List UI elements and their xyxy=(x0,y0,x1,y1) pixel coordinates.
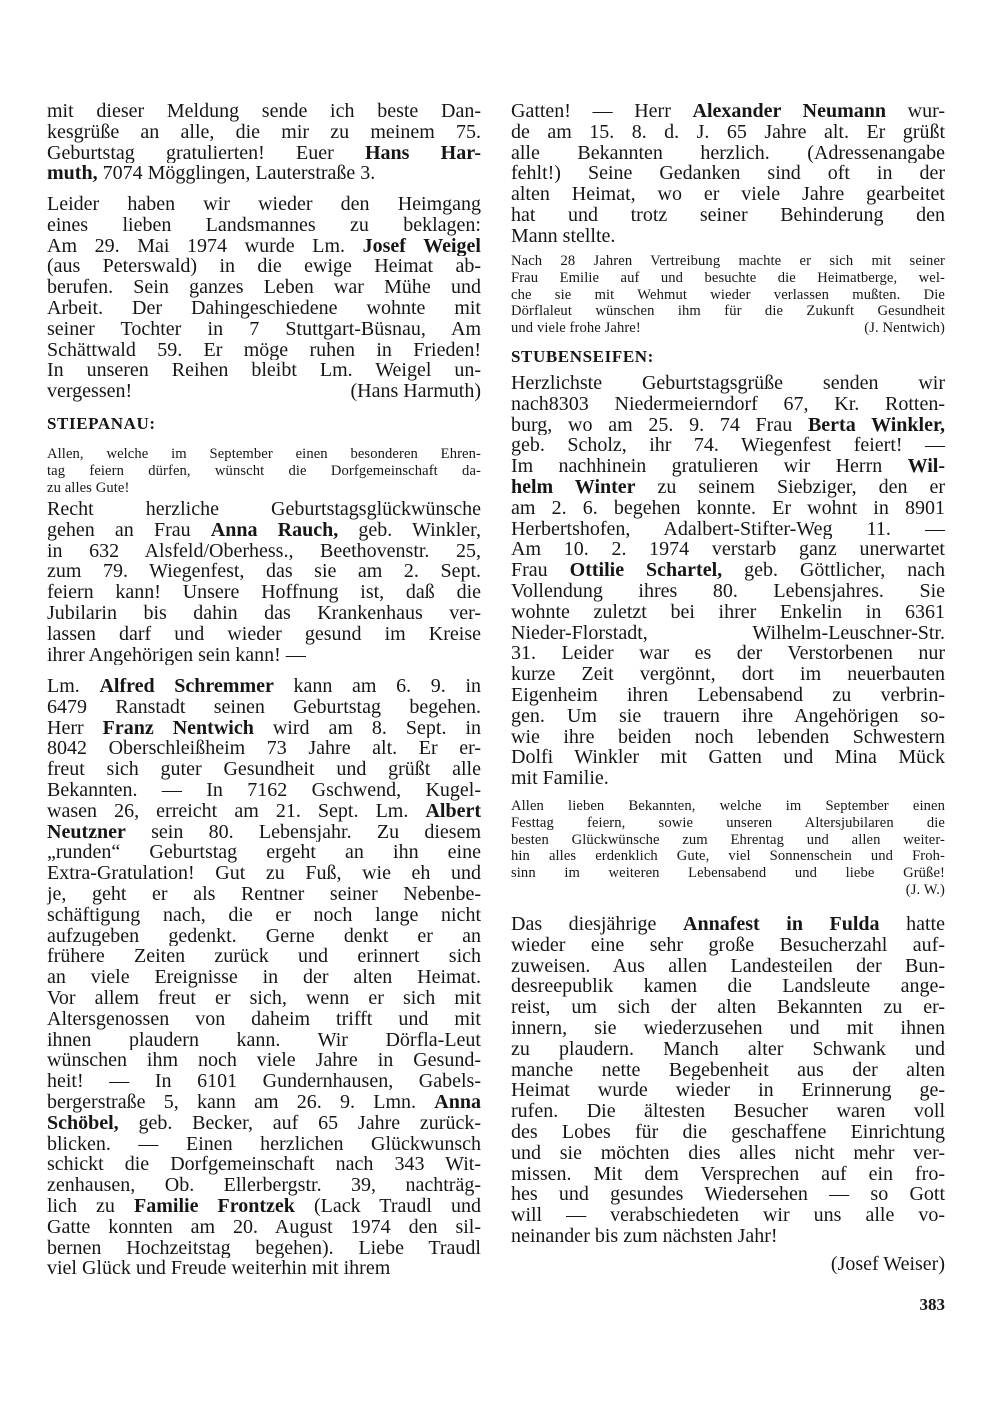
text-run: che sie mit Wehmut wieder verlassen mußten. Die xyxy=(511,286,945,303)
section-heading: STUBENSEIFEN: xyxy=(511,347,654,366)
text-run: Leider haben wir wieder den Heimgang xyxy=(47,194,481,215)
text-line xyxy=(511,205,945,226)
text-line xyxy=(511,706,945,727)
text-line xyxy=(511,1080,945,1101)
text-run: Gatten! — Herr xyxy=(511,101,693,122)
text-run: Frau Emilie auf und besuchte die Heimatberge, wel- xyxy=(511,269,945,286)
text-line xyxy=(511,287,945,304)
small-print-note xyxy=(511,798,945,899)
text-run: wasen 26, erreicht am 21. Sept. Lm. xyxy=(47,800,426,822)
text-run: Jubilarin bis dahin das Krankenhaus ver- xyxy=(47,602,481,624)
text-line xyxy=(511,560,945,581)
bold-name: Berta Winkler, xyxy=(807,414,945,436)
text-run: wie ihre beiden noch lebenden Schwestern xyxy=(511,726,945,748)
text-run: des Lobes für die geschaffene Einrichtung xyxy=(511,1121,945,1143)
text-run: und viele frohe Jahre! xyxy=(511,320,641,337)
text-line xyxy=(511,768,945,789)
text-run: fehlt!) Seine Gedanken sind oft in der xyxy=(511,163,945,185)
text-line xyxy=(47,463,481,480)
text-line xyxy=(511,815,945,832)
text-line xyxy=(511,1018,945,1039)
text-run: Dörflaleut wünschen ihm für die Zukunft Gesundheit xyxy=(511,303,945,320)
paragraph xyxy=(47,499,481,665)
text-line xyxy=(47,1050,481,1071)
text-run: wur- xyxy=(886,101,945,122)
text-line xyxy=(47,967,481,988)
text-line xyxy=(47,194,481,215)
text-line xyxy=(511,498,945,519)
text-line xyxy=(511,163,945,184)
text-line xyxy=(511,832,945,849)
text-run: Allen, welche im September einen besonderen Ehren- xyxy=(47,446,481,462)
text-run: Dolfi Winkler mit Gatten und Mina Mück xyxy=(511,747,945,769)
text-run: „runden“ Geburtstag ergeht an ihn eine xyxy=(47,842,481,864)
text-line xyxy=(47,822,481,843)
text-run: In unseren Reihen bleibt Lm. Weigel un- xyxy=(47,360,481,382)
text-line xyxy=(511,456,945,477)
bold-name: Franz Nentwich xyxy=(102,717,254,739)
text-line xyxy=(47,738,481,759)
text-run: besten Glückwünsche zum Ehrentag und allen weiter- xyxy=(511,831,945,848)
text-run: schickt die Dorfgemeinschaft nach 343 Wit- xyxy=(47,1154,481,1176)
text-line xyxy=(511,373,945,394)
text-line xyxy=(47,381,481,402)
text-run: wohnte zuletzt bei ihrer Enkelin in 6361 xyxy=(511,601,945,623)
text-line xyxy=(47,340,481,361)
text-run: mit dieser Meldung sende ich beste Dan- xyxy=(47,101,481,122)
text-line xyxy=(47,1113,481,1134)
text-run: 6479 Ranstadt seinen Geburtstag begehen. xyxy=(47,696,481,718)
paragraph xyxy=(47,676,481,1279)
text-run: kurze Zeit vergönnt, dort im neuerbauten xyxy=(511,664,945,685)
text-run: sinn im weiteren Lebensabend und liebe Grüße! xyxy=(511,865,945,882)
bold-name: Annafest in Fulda xyxy=(683,914,880,935)
text-line xyxy=(511,727,945,748)
text-line xyxy=(47,163,481,184)
bold-name: Alfred Schremmer xyxy=(99,676,274,697)
bold-name: Schöbel, xyxy=(47,1112,119,1134)
text-line xyxy=(47,603,481,624)
text-run: Frau xyxy=(511,560,570,581)
text-run: lassen darf und wieder gesund im Kreise xyxy=(47,623,481,645)
text-line xyxy=(511,415,945,436)
text-run: Eigenheim ihren Lebensabend zu verbrin- xyxy=(511,684,945,706)
text-line xyxy=(511,1122,945,1143)
text-line xyxy=(511,1060,945,1081)
text-line xyxy=(47,143,481,164)
text-line xyxy=(511,747,945,768)
text-run: (Lack Traudl und xyxy=(294,1195,481,1217)
text-line xyxy=(47,1009,481,1030)
text-line xyxy=(47,801,481,822)
text-run: ihnen plaudern kann. Wir Dörfla-Leut xyxy=(47,1029,481,1051)
text-run: kann am 6. 9. in xyxy=(273,676,481,697)
text-run: Am 10. 2. 1974 verstarb ganz unerwartet xyxy=(511,539,945,561)
text-line xyxy=(511,798,945,815)
text-line xyxy=(47,676,481,697)
text-run: (aus Peterswald) in die ewige Heimat ab- xyxy=(47,256,481,278)
text-run: innern, sie wiederzusehen und mit ihnen xyxy=(511,1017,945,1039)
text-line xyxy=(47,1030,481,1051)
text-line xyxy=(47,360,481,381)
text-run: will — verabschiedeten wir uns alle vo- xyxy=(511,1205,945,1226)
text-run: Bekannten. — In 7162 Gschwend, Kugel- xyxy=(47,779,481,801)
text-run: viel Glück und Freude weiterhin mit ihrem xyxy=(47,1258,391,1280)
text-run: Herbertshofen, Adalbert-Stifter-Weg 11. — xyxy=(511,518,945,540)
text-run: zum 79. Wiegenfest, das sie am 2. Sept. xyxy=(47,561,481,583)
text-run: Vor allem freut er sich, wenn er sich mit xyxy=(47,987,481,1009)
text-run: frühere Zeiten zurück und erinnert sich xyxy=(47,946,481,968)
text-run: lich zu xyxy=(47,1195,135,1217)
text-run: Das diesjährige xyxy=(511,914,684,935)
text-line xyxy=(511,1143,945,1164)
text-run: zuweisen. Aus allen Landesteilen der Bun- xyxy=(511,955,945,977)
text-run: bernen Hochzeitstag begehen). Liebe Traudl xyxy=(47,1237,481,1259)
text-line xyxy=(47,215,481,236)
text-run: hat und trotz seiner Behinderung den xyxy=(511,204,945,226)
text-run: hatte xyxy=(879,914,945,935)
text-run: in 632 Alsfeld/Oberhess., Beethovenstr. 25, xyxy=(47,540,481,562)
text-run: hin alles erdenklich Gute, viel Sonnenschein und Froh- xyxy=(511,848,945,865)
text-run: Im nachhinein gratulieren wir Herrn xyxy=(511,456,908,477)
text-line xyxy=(47,905,481,926)
text-run: gen. Um sie trauern ihre Angehörigen so- xyxy=(511,705,945,727)
small-print-note xyxy=(47,446,481,496)
text-line xyxy=(511,435,945,456)
text-run: tag feiern dürfen, wünscht die Dorfgemeinschaft da- xyxy=(47,462,481,479)
text-line xyxy=(47,697,481,718)
text-line xyxy=(47,1196,481,1217)
text-run: aufzugeben gedenkt. Gerne denkt er an xyxy=(47,925,481,947)
text-line xyxy=(511,253,945,270)
text-line xyxy=(47,298,481,319)
text-run: seiner Tochter in 7 Stuttgart-Büsnau, Am xyxy=(47,318,481,340)
text-run: 31. Leider war es der Verstorbenen nur xyxy=(511,643,945,665)
bold-name: Albert xyxy=(425,800,481,822)
text-line xyxy=(511,1205,945,1226)
paragraph xyxy=(511,101,945,247)
text-line xyxy=(511,664,945,685)
text-run: sein 80. Lebensjahr. Zu diesem xyxy=(125,821,481,843)
text-run: geb. Becker, auf 65 Jahre zurück- xyxy=(118,1112,481,1134)
text-line xyxy=(47,926,481,947)
text-run: je, geht er als Rentner seiner Nebenbe- xyxy=(47,883,481,905)
text-line xyxy=(511,270,945,287)
text-run: gehen an Frau xyxy=(47,519,211,541)
text-run: wieder eine sehr große Besucherzahl auf- xyxy=(511,934,945,956)
page-number: 383 xyxy=(919,1295,945,1314)
text-run: Vollendung ihres 80. Lebensjahres. Sie xyxy=(511,580,945,602)
text-run: vergessen! xyxy=(47,381,133,402)
text-line xyxy=(47,1258,481,1279)
text-line xyxy=(47,946,481,967)
text-run: rufen. Die ältesten Besucher waren voll xyxy=(511,1101,945,1122)
text-run: mit Familie. xyxy=(511,768,609,789)
text-line xyxy=(47,499,481,520)
text-run: heit! — In 6101 Gundernhausen, Gabels- xyxy=(47,1071,481,1092)
text-line xyxy=(511,602,945,623)
text-run: feiern kann! Unsere Hoffnung ist, daß die xyxy=(47,582,481,603)
text-run: schäftigung nach, die er noch lange nicht xyxy=(47,904,481,926)
text-run: geb. Scholz, ihr 74. Wiegenfest feiert! — xyxy=(511,435,945,457)
text-line xyxy=(47,842,481,863)
text-line xyxy=(511,623,945,644)
text-line xyxy=(511,685,945,706)
text-line xyxy=(47,480,481,497)
text-line xyxy=(511,1101,945,1122)
text-run: neinander bis zum nächsten Jahr! xyxy=(511,1225,778,1247)
text-run: freut sich guter Gesundheit und grüßt alle xyxy=(47,759,481,780)
text-run: Nieder-Florstadt, Wilhelm-Leuschner-Str. xyxy=(511,622,945,644)
text-line xyxy=(511,581,945,602)
paragraph xyxy=(511,1254,945,1275)
text-run: 8042 Oberschleißheim 73 Jahre alt. Er er- xyxy=(47,738,481,760)
bold-name: helm Winter xyxy=(511,476,636,498)
text-run: blicken. — Einen herzlichen Glückwunsch xyxy=(47,1133,481,1155)
text-line xyxy=(511,1226,945,1247)
text-line xyxy=(511,519,945,540)
text-run: Herzlichste Geburtstagsgrüße senden wir xyxy=(511,373,945,394)
text-line xyxy=(47,718,481,739)
text-line xyxy=(511,882,945,899)
text-line xyxy=(47,1217,481,1238)
text-run: Geburtstag gratulierten! Euer xyxy=(47,142,365,164)
section-heading: STIEPANAU: xyxy=(47,414,156,433)
text-run: kesgrüße an alle, die mir zu meinem 75. xyxy=(47,121,481,143)
text-run: desreepublik kamen die Landsleute ange- xyxy=(511,976,945,998)
text-run: Herr xyxy=(47,717,103,739)
text-line xyxy=(511,477,945,498)
paragraph xyxy=(47,101,481,184)
text-line xyxy=(47,319,481,340)
paragraph xyxy=(511,373,945,789)
text-run: zu seinem Siebziger, den er xyxy=(635,476,945,498)
bold-name: Familie Frontzek xyxy=(134,1195,295,1217)
text-line xyxy=(511,997,945,1018)
text-run: Allen lieben Bekannten, welche im September einen xyxy=(511,798,945,814)
text-run: manche nette Begebenheit aus der alten xyxy=(511,1059,945,1081)
bold-name: Alexander Neumann xyxy=(692,101,886,122)
text-run: reist, um sich der alten Bekannten zu er- xyxy=(511,997,945,1018)
text-run: Arbeit. Der Dahingeschiedene wohnte mit xyxy=(47,297,481,319)
paragraph xyxy=(47,194,481,402)
text-run: missen. Mit dem Versprechen auf ein fro- xyxy=(511,1163,945,1185)
author-signature: (Hans Harmuth) xyxy=(350,381,481,402)
text-line xyxy=(47,1092,481,1113)
text-line xyxy=(47,446,481,463)
text-line xyxy=(511,956,945,977)
text-run: an viele Ereignisse in der alten Heimat. xyxy=(47,967,481,988)
text-line xyxy=(47,1071,481,1092)
text-run: geb. Göttlicher, nach xyxy=(722,560,945,581)
text-line xyxy=(511,976,945,997)
text-line xyxy=(511,1164,945,1185)
text-run: eines lieben Landsmannes zu beklagen: xyxy=(47,214,481,236)
text-run: und sie möchten dies alles nicht mehr ver- xyxy=(511,1142,945,1164)
text-run: Gatte konnten am 20. August 1974 den sil- xyxy=(47,1216,481,1238)
text-line xyxy=(511,303,945,320)
text-line xyxy=(511,122,945,143)
text-run: zu alles Gute! xyxy=(47,479,130,496)
text-line xyxy=(47,1238,481,1259)
text-line xyxy=(47,541,481,562)
text-run: berufen. Sein ganzes Leben war Mühe und xyxy=(47,277,481,298)
text-run: ihrer Angehörigen sein kann! — xyxy=(47,644,306,666)
text-run: alten Heimat, wo er viele Jahre gearbeitet xyxy=(511,184,945,205)
text-line xyxy=(47,561,481,582)
text-run: Heimat wurde wieder in Erinnerung ge- xyxy=(511,1080,945,1102)
text-line xyxy=(47,122,481,143)
text-line xyxy=(511,643,945,664)
text-line xyxy=(47,236,481,257)
small-print-note xyxy=(511,253,945,337)
text-line xyxy=(47,101,481,122)
bold-name: Hans Har- xyxy=(364,142,481,164)
text-run: Festtag feiern, sowie unseren Altersjubilaren die xyxy=(511,814,945,831)
text-line xyxy=(47,1134,481,1155)
text-run: burg, wo am 25. 9. 74 Frau xyxy=(511,414,808,436)
text-line xyxy=(511,226,945,247)
text-run: Nach 28 Jahren Vertreibung machte er sich mit seiner xyxy=(511,253,945,269)
text-run: zenhausen, Ob. Ellerbergstr. 39, nachträg- xyxy=(47,1175,481,1196)
bold-name: Wil- xyxy=(907,456,945,477)
text-line xyxy=(511,914,945,935)
bold-name: Neutzner xyxy=(47,821,126,843)
text-line xyxy=(511,539,945,560)
paragraph xyxy=(511,914,945,1247)
text-line xyxy=(511,1184,945,1205)
bold-name: Anna Rauch, xyxy=(210,519,339,541)
bold-name: Ottilie Schartel, xyxy=(569,560,723,581)
text-line xyxy=(47,624,481,645)
text-line xyxy=(511,143,945,164)
text-run: Am 29. Mai 1974 wurde Lm. xyxy=(47,235,363,257)
text-run: Altersgenossen von daheim trifft und mit xyxy=(47,1008,481,1030)
text-run: de am 15. 8. d. J. 65 Jahre alt. Er grüßt xyxy=(511,121,945,143)
text-line xyxy=(511,865,945,882)
text-run: Extra-Gratulation! Gut zu Fuß, wie eh und xyxy=(47,863,481,884)
text-line xyxy=(47,988,481,1009)
text-run: wird am 8. Sept. in xyxy=(253,717,481,739)
text-line xyxy=(47,780,481,801)
author-signature: (J. Nentwich) xyxy=(864,320,945,337)
text-run: Mann stellte. xyxy=(511,225,616,247)
text-line xyxy=(47,1175,481,1196)
text-line xyxy=(511,320,945,337)
text-run: hes und gesundes Wiedersehen — so Gott xyxy=(511,1184,945,1206)
text-run: Schättwald 59. Er möge ruhen in Frieden! xyxy=(47,339,481,361)
text-line xyxy=(47,759,481,780)
text-line xyxy=(511,935,945,956)
text-run: Lm. xyxy=(47,676,100,697)
text-run: am 2. 6. begehen konnte. Er wohnt in 8901 xyxy=(511,497,945,519)
text-line xyxy=(511,1039,945,1060)
text-run: 7074 Mögglingen, Lauterstraße 3. xyxy=(97,163,376,185)
bold-name: Anna xyxy=(434,1091,481,1113)
text-run: Recht herzliche Geburtstagsglückwünsche xyxy=(47,499,481,520)
author-signature: (Josef Weiser) xyxy=(830,1254,945,1275)
text-line xyxy=(47,277,481,298)
text-line xyxy=(47,645,481,666)
text-line xyxy=(47,884,481,905)
text-line xyxy=(47,863,481,884)
text-line xyxy=(511,1254,945,1275)
text-run: alle Bekannten herzlich. (Adressenangabe xyxy=(511,142,945,164)
text-run: wünschen ihm noch viele Jahre in Gesund- xyxy=(47,1050,481,1072)
text-line xyxy=(47,1154,481,1175)
text-line xyxy=(47,256,481,277)
text-line xyxy=(511,101,945,122)
text-run: bergerstraße 5, kann am 26. 9. Lmn. xyxy=(47,1091,435,1113)
text-line xyxy=(511,184,945,205)
bold-name: muth, xyxy=(47,163,98,185)
text-line xyxy=(47,582,481,603)
text-line xyxy=(511,848,945,865)
text-line xyxy=(47,520,481,541)
bold-name: Josef Weigel xyxy=(362,235,481,257)
text-run: zu plaudern. Manch alter Schwank und xyxy=(511,1038,945,1060)
text-run: nach8303 Niedermeierndorf 67, Kr. Rotten- xyxy=(511,393,945,415)
author-signature: (J. W.) xyxy=(905,881,945,898)
text-run: geb. Winkler, xyxy=(338,519,481,541)
text-line xyxy=(511,394,945,415)
